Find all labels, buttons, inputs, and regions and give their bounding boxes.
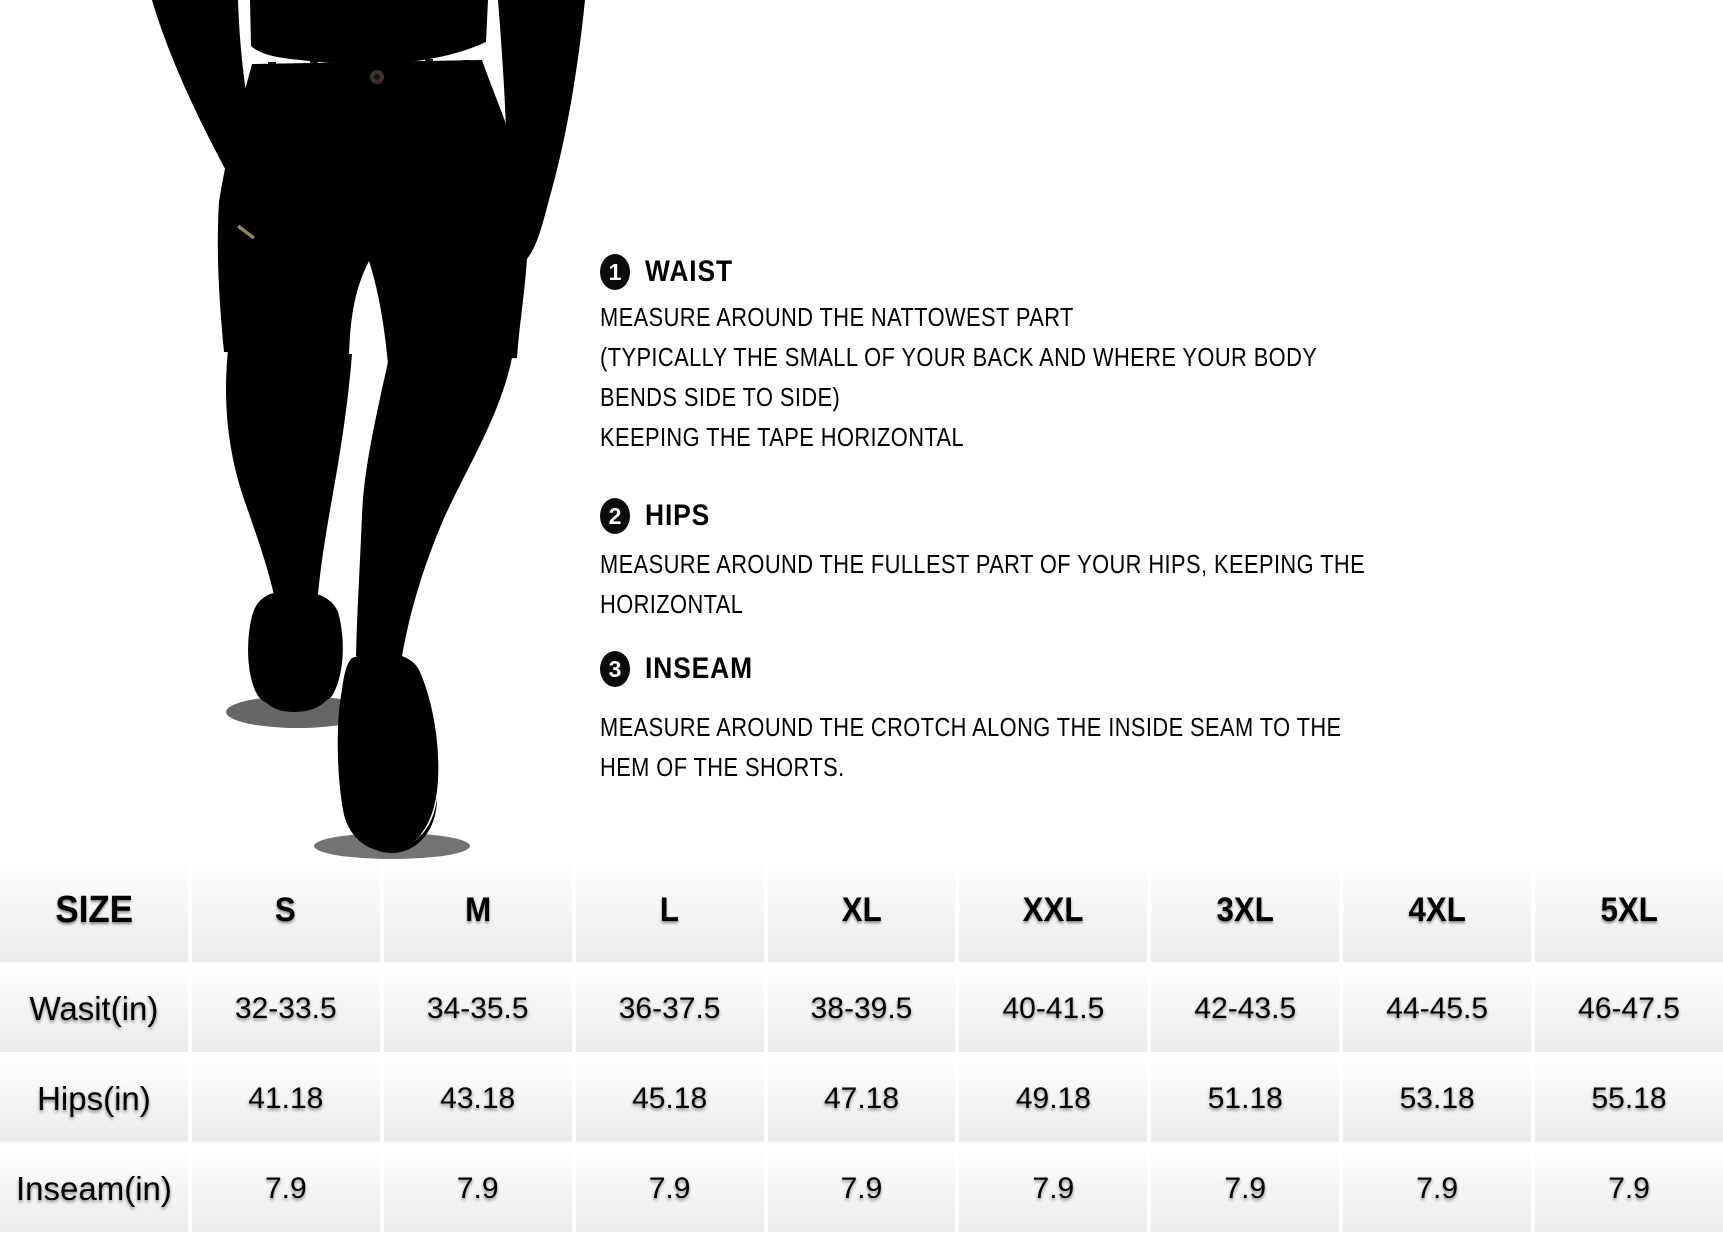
cell-text: XXL bbox=[1022, 890, 1084, 929]
size-table-value-cell: 7.9 bbox=[1343, 1146, 1531, 1232]
instruction-waist-heading bbox=[600, 252, 1454, 292]
instruction-hips-title: HIPS bbox=[645, 499, 711, 532]
size-table-value-cell: 7.9 bbox=[384, 1146, 572, 1232]
size-table-header-cell bbox=[192, 858, 380, 962]
inseam-annotation-label: INSEAM bbox=[420, 336, 506, 356]
cell-text: L bbox=[660, 890, 680, 929]
cell-text: 3XL bbox=[1216, 890, 1274, 929]
right-leg bbox=[356, 358, 512, 656]
size-table-value-cell: 46-47.5 bbox=[1535, 966, 1723, 1052]
instruction-hips bbox=[600, 496, 1511, 624]
instruction-line: MEASURE AROUND THE NATTOWEST PART bbox=[600, 302, 1074, 332]
instruction-line: MEASURE AROUND THE CROTCH ALONG THE INSIDE SEAM TO THE bbox=[600, 712, 1342, 742]
shorts-button-center bbox=[374, 74, 380, 80]
size-table-value-cell: 53.18 bbox=[1343, 1056, 1531, 1142]
instruction-waist bbox=[600, 252, 1454, 457]
size-table-header-cell bbox=[959, 858, 1147, 962]
size-table-header-cell bbox=[1343, 858, 1531, 962]
instruction-line: MEASURE AROUND THE FULLEST PART OF YOUR HIPS, KEEPING THE bbox=[600, 549, 1366, 579]
size-table-value-cell: 40-41.5 bbox=[959, 966, 1147, 1052]
waist-annotation-label: WAIST bbox=[292, 108, 364, 128]
size-table-value-cell: 44-45.5 bbox=[1343, 966, 1531, 1052]
shorts bbox=[218, 60, 528, 364]
step-1-badge: 1 bbox=[600, 254, 630, 290]
instruction-line: (TYPICALLY THE SMALL OF YOUR BACK AND WHERE YOUR BODY bbox=[600, 342, 1318, 372]
size-table-value-cell: 47.18 bbox=[768, 1056, 956, 1142]
size-table-value-cell: 55.18 bbox=[1535, 1056, 1723, 1142]
size-table-value-cell: 32-33.5 bbox=[192, 966, 380, 1052]
size-table-header-cell bbox=[576, 858, 764, 962]
size-table bbox=[0, 858, 1723, 1232]
size-table-corner-cell bbox=[0, 858, 188, 962]
size-table-value-cell: 7.9 bbox=[959, 1146, 1147, 1232]
size-table-value-cell: 34-35.5 bbox=[384, 966, 572, 1052]
instruction-inseam-title: INSEAM bbox=[645, 652, 753, 685]
step-2-badge: 2 bbox=[600, 498, 630, 534]
instruction-hips-heading bbox=[600, 496, 1511, 536]
size-table-header-cell bbox=[1151, 858, 1339, 962]
shirt bbox=[250, 0, 488, 64]
size-table-value-cell: 49.18 bbox=[959, 1056, 1147, 1142]
right-shoe bbox=[338, 653, 439, 852]
model-photo bbox=[0, 0, 600, 860]
cell-text: XL bbox=[841, 890, 882, 929]
step-3-badge: 3 bbox=[600, 651, 630, 687]
size-table-header-cell bbox=[1535, 858, 1723, 962]
instruction-inseam-text bbox=[600, 707, 1483, 787]
size-table-value-cell: 45.18 bbox=[576, 1056, 764, 1142]
size-table-value-cell: 7.9 bbox=[576, 1146, 764, 1232]
size-table-value-cell: 7.9 bbox=[768, 1146, 956, 1232]
size-table-header-cell bbox=[768, 858, 956, 962]
instruction-line: HEM OF THE SHORTS. bbox=[600, 752, 845, 782]
hips-annotation-label: HIPS bbox=[423, 190, 478, 210]
instruction-inseam-heading bbox=[600, 649, 1483, 689]
cell-text: SIZE bbox=[55, 888, 133, 931]
instruction-hips-text bbox=[600, 544, 1511, 624]
cell-text: 4XL bbox=[1408, 890, 1466, 929]
instruction-line: KEEPING THE TAPE HORIZONTAL bbox=[600, 422, 965, 452]
size-table-value-cell: 38-39.5 bbox=[768, 966, 956, 1052]
size-table-row-label: Hips(in) bbox=[0, 1056, 188, 1142]
instruction-line: BENDS SIDE TO SIDE) bbox=[600, 382, 841, 412]
size-table-value-cell: 51.18 bbox=[1151, 1056, 1339, 1142]
cell-text: M bbox=[464, 890, 491, 929]
cell-text: S bbox=[275, 890, 297, 929]
cell-text: 5XL bbox=[1600, 890, 1658, 929]
size-table-row-label: Inseam(in) bbox=[0, 1146, 188, 1232]
size-table-value-cell: 7.9 bbox=[192, 1146, 380, 1232]
size-table-row-label: Wasit(in) bbox=[0, 966, 188, 1052]
instruction-inseam bbox=[600, 649, 1483, 787]
left-leg bbox=[226, 350, 352, 620]
size-table-value-cell: 43.18 bbox=[384, 1056, 572, 1142]
instruction-waist-text bbox=[600, 297, 1454, 457]
size-table-header-cell bbox=[384, 858, 572, 962]
size-table-value-cell: 7.9 bbox=[1535, 1146, 1723, 1232]
size-table-value-cell: 41.18 bbox=[192, 1056, 380, 1142]
size-table-value-cell: 42-43.5 bbox=[1151, 966, 1339, 1052]
size-table-value-cell: 36-37.5 bbox=[576, 966, 764, 1052]
instruction-waist-title: WAIST bbox=[645, 255, 733, 288]
size-table-value-cell: 7.9 bbox=[1151, 1146, 1339, 1232]
instruction-line: HORIZONTAL bbox=[600, 589, 744, 619]
